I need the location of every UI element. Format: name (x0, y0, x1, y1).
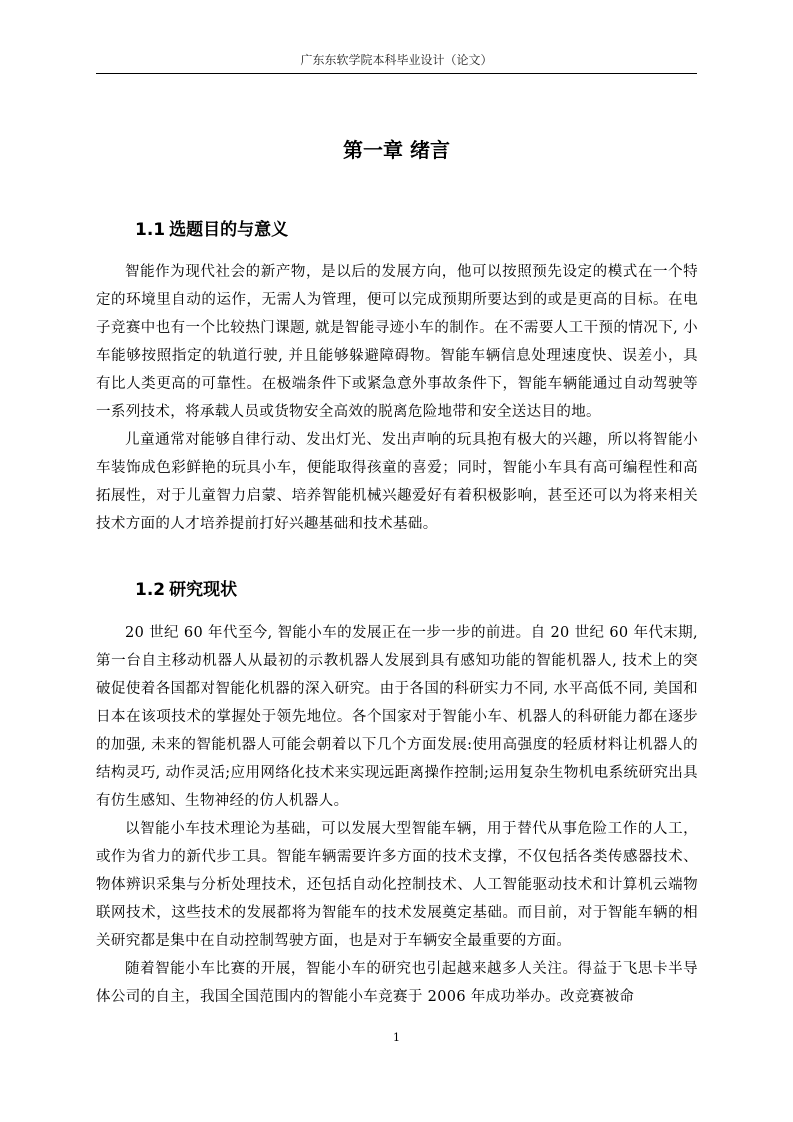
section-title: 研究现状 (169, 580, 238, 600)
paragraph: 20 世纪 60 年代至今, 智能小车的发展正在一步一步的前进。自 20 世纪 60 年代末期, 第一台自主移动机器人从最初的示教机器人发展到具有感知功能的智能机器人, 技术上的突破促使着各国都对智能化机器的深入研究。由于各国的科研实力不同, 水平高低不同, 美国和日本在该项技术的掌握处于领先地位。各个国家对于智能小车、机器人的科研能力都在逐步的加强, 未来的智能机器人可能会朝着以下几个方面发展:使用高强度的轻质材料让机器人的结构灵巧, 动作灵活;应用网络化技术来实现远距离操作控制;运用复杂生物机电系统研究出具有仿生感知、生物神经的仿人机器人。 (96, 625, 698, 809)
section-number: 1.1 (135, 220, 166, 240)
section-1-1-body (96, 258, 698, 538)
paragraph: 智能作为现代社会的新产物，是以后的发展方向，他可以按照预先设定的模式在一个特定的环境里自动的运作，无需人为管理，便可以完成预期所要达到的或是更高的目标。在电子竞赛中也有一个比较热门课题, 就是智能寻迹小车的制作。在不需要人工干预的情况下, 小车能够按照指定的轨道行驶, 并且能够躲避障碍物。智能车辆信息处理速度快、误差小，具有比人类更高的可靠性。在极端条件下或紧急意外事故条件下，智能车辆能通过自动驾驶等一系列技术，将承载人员或货物安全高效的脱离危险地带和安全送达目的地。 (96, 264, 698, 420)
section-heading-1-1 (135, 218, 695, 242)
page-number: 1 (393, 1031, 400, 1044)
paragraph: 以智能小车技术理论为基础，可以发展大型智能车辆，用于替代从事危险工作的人工，或作为省力的新代步工具。智能车辆需要许多方面的技术支撑，不仅包括各类传感器技术、物体辨识采集与分析处理技术，还包括自动化控制技术、人工智能驱动技术和计算机云端物联网技术，这些技术的发展都将为智能车的技术发展奠定基础。而目前，对于智能车辆的相关研究都是集中在自动控制驾驶方面，也是对于车辆安全最重要的方面。 (96, 821, 698, 949)
paragraph: 儿童通常对能够自律行动、发出灯光、发出声响的玩具抱有极大的兴趣，所以将智能小车装饰成色彩鲜艳的玩具小车，便能取得孩童的喜爱；同时，智能小车具有高可编程性和高拓展性，对于儿童智力启蒙、培养智能机械兴趣爱好有着积极影响，甚至还可以为将来相关技术方面的人才培养提前打好兴趣基础和技术基础。 (96, 432, 698, 532)
section-number: 1.2 (135, 580, 166, 600)
chapter-title: 第一章 绪言 (343, 138, 450, 162)
running-header: 广东东软学院本科毕业设计（论文） (300, 53, 493, 67)
header-rule (96, 73, 697, 74)
section-1-2-body (96, 619, 698, 1011)
section-title: 选题目的与意义 (169, 220, 289, 240)
section-heading-1-2 (135, 578, 695, 602)
paragraph: 随着智能小车比赛的开展，智能小车的研究也引起越来越多人关注。得益于飞思卡半导体公司的自主，我国全国范围内的智能小车竞赛于 2006 年成功举办。改竞赛被命 (96, 961, 698, 1005)
